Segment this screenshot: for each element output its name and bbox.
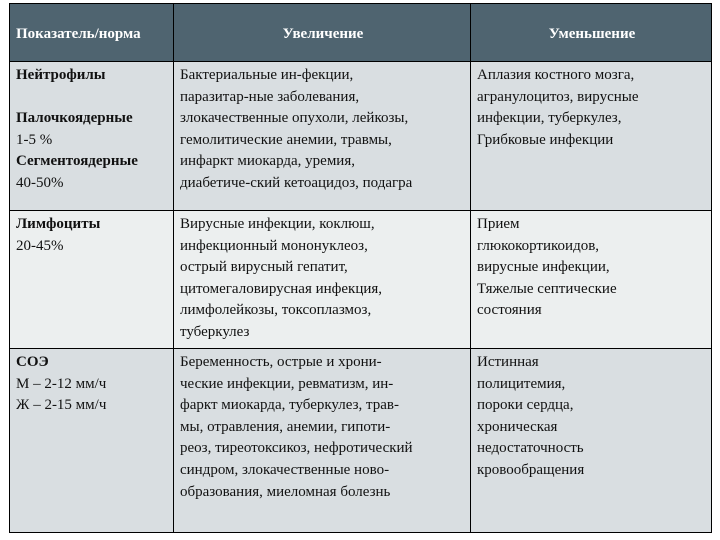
increase-text-line: лимфолейкозы, токсоплазмоз,: [180, 302, 372, 319]
header-increase: Увеличение: [174, 4, 470, 61]
decrease-text-line: состояния: [477, 302, 542, 319]
indicator-norm: М – 2-12 мм/ч: [16, 375, 107, 392]
table-row: [10, 349, 711, 532]
spacer: [16, 87, 169, 109]
indicator-table: [9, 3, 712, 533]
header-indicator: Показатель/норма: [10, 4, 173, 61]
increase-text-line: синдром, злокачественные ново-: [180, 461, 390, 478]
increase-text-line: туберкулез: [180, 323, 250, 340]
decrease-text-line: хроническая: [477, 418, 558, 435]
increase-text-line: диабетиче-ский кетоацидоз, подагра: [180, 174, 413, 191]
indicator-cell: [10, 62, 173, 210]
indicator-name: Палочкоядерные: [16, 110, 133, 127]
table-row: [10, 62, 711, 210]
increase-text-line: мы, отравления, анемии, гипоти-: [180, 418, 391, 435]
decrease-text-line: Тяжелые септические: [477, 280, 617, 297]
increase-text-line: паразитар-ные заболевания,: [180, 88, 360, 105]
decrease-text-line: пороки сердца,: [477, 397, 574, 414]
decrease-text-line: глюкокортикоидов,: [477, 237, 600, 254]
table-row: [10, 211, 711, 348]
decrease-text-line: кровообращения: [477, 461, 585, 478]
increase-text-line: цитомегаловирусная инфекция,: [180, 280, 383, 297]
indicator-name: Лимфоциты: [16, 216, 101, 232]
decrease-cell: [471, 62, 711, 210]
increase-text-line: образования, миеломная болезнь: [180, 483, 391, 500]
indicator-name: Нейтрофилы: [16, 67, 106, 83]
increase-text-line: острый вирусный гепатит,: [180, 259, 348, 276]
indicator-cell: [10, 349, 173, 532]
increase-cell: [174, 349, 470, 532]
increase-text-line: фаркт миокарда, туберкулез, трав-: [180, 397, 399, 414]
decrease-text-line: полицитемия,: [477, 375, 566, 392]
indicator-norm: Ж – 2-15 мм/ч: [16, 397, 107, 414]
decrease-text-line: Аплазия костного мозга,: [477, 67, 635, 83]
decrease-text-line: агранулоцитоз, вирусные: [477, 88, 639, 105]
decrease-text-line: инфекции, туберкулез,: [477, 110, 622, 127]
decrease-text-line: вирусные инфекции,: [477, 259, 610, 276]
increase-text-line: Бактериальные ин-фекции,: [180, 67, 354, 83]
indicator-norm: 1-5 %: [16, 131, 53, 148]
table-frame: [9, 3, 712, 533]
decrease-text-line: Истинная: [477, 354, 539, 370]
decrease-text-line: Прием: [477, 216, 520, 232]
increase-text-line: инфекционный мононуклеоз,: [180, 237, 368, 254]
decrease-text-line: недостаточность: [477, 440, 584, 457]
increase-text-line: гемолитические анемии, травмы,: [180, 131, 392, 148]
header-decrease: Уменьшение: [471, 4, 711, 61]
decrease-cell: [471, 211, 711, 348]
table-header-row: [10, 4, 711, 61]
increase-text-line: Беременность, острые и хрони-: [180, 354, 382, 370]
decrease-cell: [471, 349, 711, 532]
increase-text-line: инфаркт миокарда, уремия,: [180, 153, 355, 170]
increase-text-line: ческие инфекции, ревматизм, ин-: [180, 375, 394, 392]
indicator-name: СОЭ: [16, 354, 49, 370]
decrease-text-line: Грибковые инфекции: [477, 131, 614, 148]
increase-text-line: злокачественные опухоли, лейкозы,: [180, 110, 409, 127]
indicator-name: Сегментоядерные: [16, 153, 138, 170]
indicator-cell: [10, 211, 173, 348]
increase-cell: [174, 211, 470, 348]
indicator-norm: 20-45%: [16, 237, 64, 254]
increase-text-line: Вирусные инфекции, коклюш,: [180, 216, 375, 232]
increase-cell: [174, 62, 470, 210]
indicator-norm: 40-50%: [16, 174, 64, 191]
increase-text-line: реоз, тиреотоксикоз, нефротический: [180, 440, 413, 457]
